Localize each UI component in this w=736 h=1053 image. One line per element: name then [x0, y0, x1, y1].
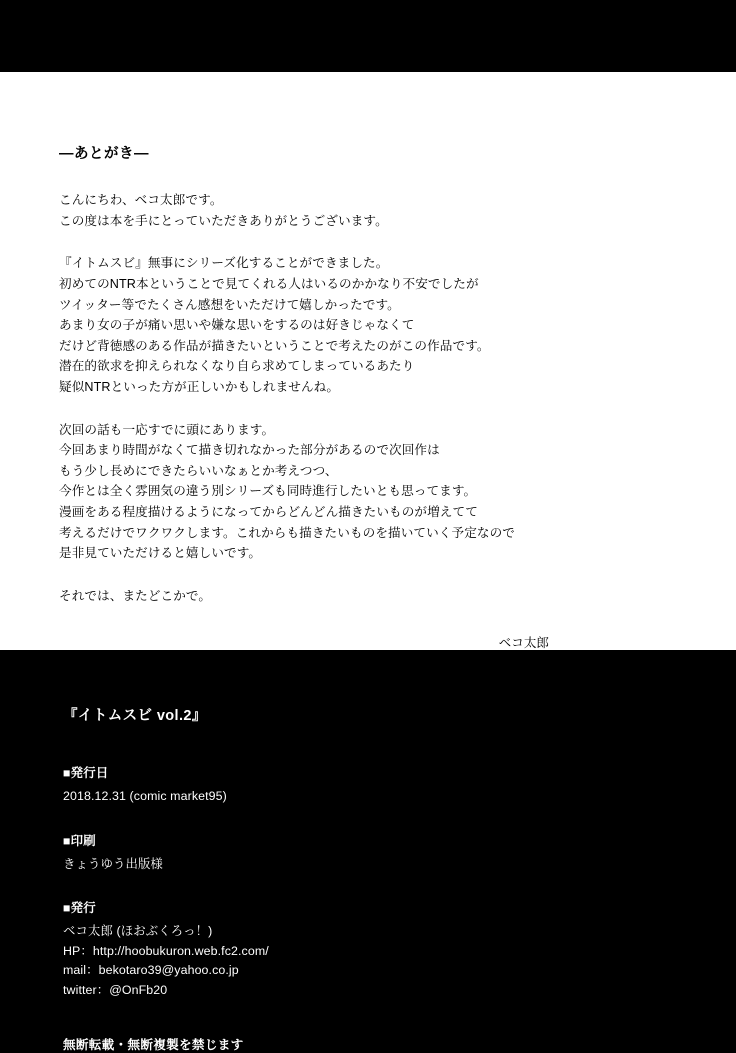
afterword-paragraph: [59, 190, 679, 231]
publisher-email: mail：bekotaro39@yahoo.co.jp: [63, 963, 239, 977]
section-heading: ■印刷: [63, 833, 96, 848]
afterword-line: 潜在的欲求を抑えられなくなり自ら求めてしまっているあたり: [59, 359, 415, 374]
afterword-line: 『イトムスビ』無事にシリーズ化することができました。: [59, 256, 389, 271]
printer-value: きょうゆう出版様: [63, 856, 163, 871]
publication-date-section: [63, 763, 683, 807]
publisher-name: ベコ太郎 (ほおぶくろっ！): [63, 924, 213, 938]
afterword-paragraph: [59, 253, 679, 397]
afterword-line: だけど背徳感のある作品が描きたいということで考えたのがこの作品です。: [59, 338, 490, 353]
afterword-line: もう少し長めにできたらいいなぁとか考えつつ、: [59, 463, 338, 478]
afterword-title: ―あとがき―: [59, 146, 149, 162]
afterword-content: [59, 144, 679, 651]
afterword-line: 是非見ていただけると嬉しいです。: [59, 546, 262, 561]
printer-section: [63, 831, 683, 875]
afterword-line: あまり女の子が痛い思いや嫌な思いをするのは好きじゃなくて: [59, 318, 415, 333]
afterword-line: 考えるだけでワクワクします。これからも描きたいものを描いていく予定なので: [59, 525, 515, 540]
afterword-paragraph: [59, 586, 679, 607]
colophon-content: [63, 704, 683, 1053]
afterword-paragraph: [59, 420, 679, 564]
publisher-twitter: twitter：@OnFb20: [63, 982, 168, 997]
section-heading: ■発行: [63, 901, 96, 915]
afterword-line: 今回あまり時間がなくて描き切れなかった部分があるので次回作は: [59, 443, 440, 458]
afterword-line: 疑似NTRといった方が正しいかもしれませんね。: [59, 380, 340, 395]
afterword-line: 漫画をある程度描けるようになってからどんどん描きたいものが増えてて: [59, 505, 478, 520]
publisher-section: [63, 898, 683, 1000]
afterword-panel: [0, 72, 736, 650]
afterword-line: ツイッター等でたくさん感想をいただけて嬉しかったです。: [59, 297, 400, 312]
book-title: 『イトムスビ vol.2』: [63, 708, 207, 724]
publisher-homepage: HP：http://hoobukuron.web.fc2.com/: [63, 943, 269, 958]
author-signature: ベコ太郎: [498, 636, 549, 651]
afterword-line: こんにちわ、ベコ太郎です。: [59, 193, 223, 208]
colophon-panel: [0, 650, 736, 1052]
afterword-line: それでは、またどこかで。: [59, 588, 212, 603]
afterword-line: 次回の話も一応すでに頭にあります。: [59, 422, 275, 437]
afterword-line: 初めてのNTR本ということで見てくれる人はいるのかかなり不安でしたが: [59, 277, 479, 292]
section-heading: ■発行日: [63, 766, 109, 780]
publication-date-value: 2018.12.31 (comic market95): [63, 789, 227, 803]
afterword-line: 今作とは全く雰囲気の違う別シリーズも同時進行したいとも思ってます。: [59, 484, 477, 499]
afterword-line: この度は本を手にとっていただきありがとうございます。: [59, 213, 388, 228]
copyright-notice: 無断転載・無断複製を禁じます: [63, 1038, 244, 1052]
